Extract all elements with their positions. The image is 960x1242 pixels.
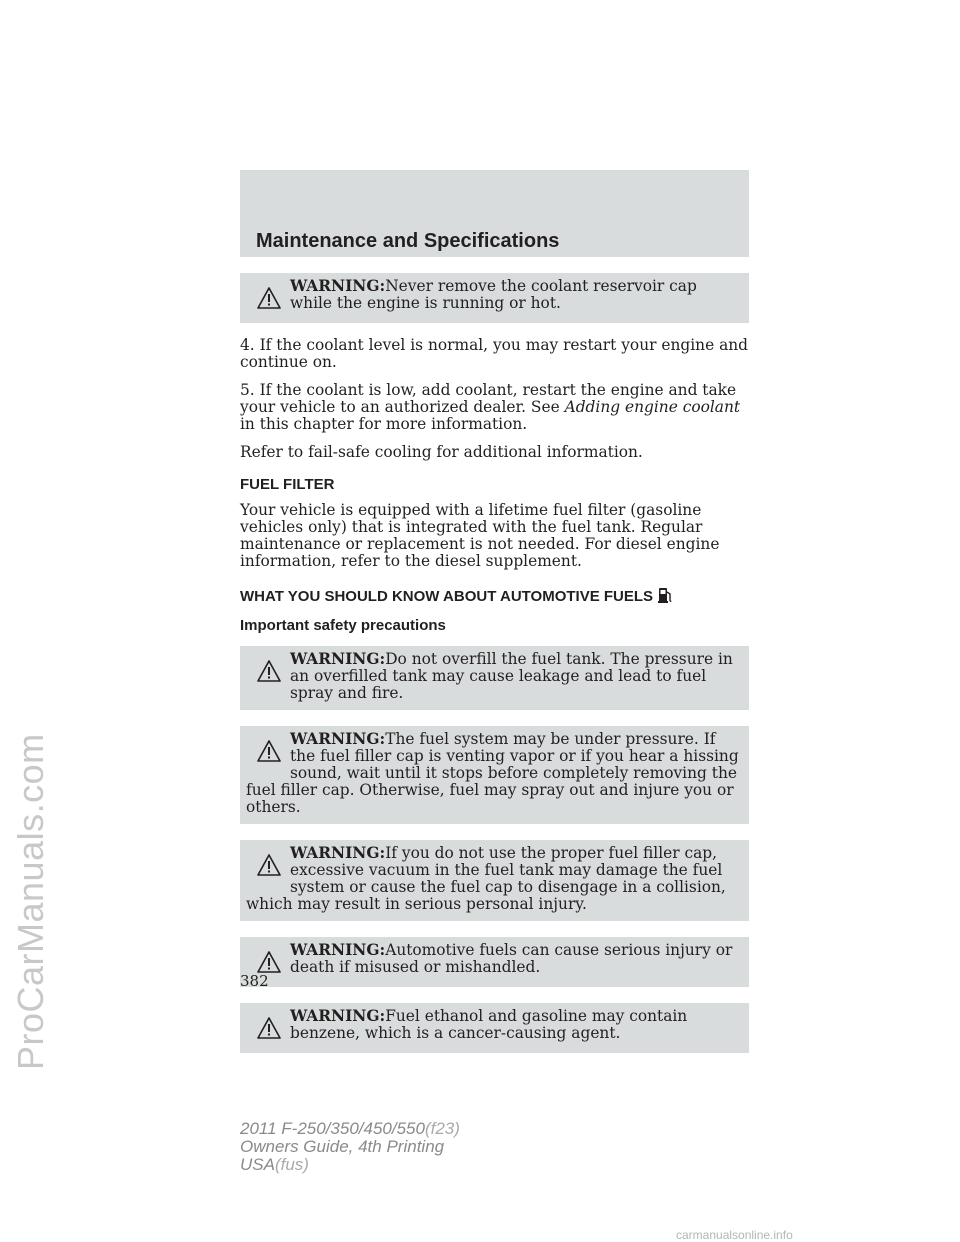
warning-label: WARNING: xyxy=(290,650,386,668)
heading-automotive-fuels xyxy=(240,586,749,608)
warning-text: Never remove the coolant reservoir cap while the engine is running or hot. xyxy=(290,277,697,312)
footer-line xyxy=(240,1156,460,1174)
footer-code: (fus) xyxy=(274,1155,309,1174)
warning-box xyxy=(240,646,749,710)
footer-code: (f23) xyxy=(424,1119,460,1138)
warning-label: WARNING: xyxy=(290,730,386,748)
section-title: Maintenance and Specifications xyxy=(256,230,560,252)
page-content xyxy=(240,273,749,1053)
warning-text: Automotive fuels can cause serious injury or death if misused or mishandled. xyxy=(290,941,733,976)
section-header-band xyxy=(240,170,749,257)
warning-text: If you do not use the proper fuel filler cap, excessive vacuum in the fuel tank may damage the fuel system or cause the fuel cap to disengage in a collision, which may result in serious personal injury. xyxy=(246,844,726,913)
fuel-pump-icon xyxy=(657,586,673,608)
heading-text: WHAT YOU SHOULD KNOW ABOUT AUTOMOTIVE FUELS xyxy=(240,588,654,605)
warning-text: Fuel ethanol and gasoline may contain benzene, which is a cancer-causing agent. xyxy=(290,1007,688,1042)
footer-line: Owners Guide, 4th Printing xyxy=(240,1137,445,1156)
paragraph-coolant-low xyxy=(240,382,749,433)
warning-triangle-icon xyxy=(246,1017,290,1045)
document-footer xyxy=(240,1120,460,1174)
paragraph-coolant-normal: 4. If the coolant level is normal, you may restart your engine and continue on. xyxy=(240,336,749,371)
paragraph-fuel-filter: Your vehicle is equipped with a lifetime fuel filter (gasoline vehicles only) that is integrated with the fuel tank. Regular maintenance or replacement is not needed. For diesel engine information, refer to the diesel supplement. xyxy=(240,501,720,570)
warning-box xyxy=(240,1003,749,1053)
warning-triangle-icon xyxy=(246,854,290,882)
page-number: 382 xyxy=(240,972,269,990)
warning-text: The fuel system may be under pressure. If the fuel filler cap is venting vapor or if you hear a hissing sound, wait until it stops before completely removing the fuel filler cap. Otherwise, fuel may spray out and injure you or others. xyxy=(246,730,739,816)
warning-box xyxy=(240,840,749,921)
warning-box xyxy=(240,273,749,323)
paragraph-refer: Refer to fail-safe cooling for additional information. xyxy=(240,443,643,461)
warning-text: Do not overfill the fuel tank. The pressure in an overfilled tank may cause leakage and lead to fuel spray and fire. xyxy=(290,650,733,702)
cross-reference-link: Adding engine coolant xyxy=(564,398,741,416)
warning-box xyxy=(240,726,749,824)
warning-triangle-icon xyxy=(246,660,290,688)
warning-triangle-icon xyxy=(246,287,290,315)
footer-model: 2011 F-250/350/450/550 xyxy=(240,1119,425,1138)
footer-region: USA xyxy=(240,1155,275,1174)
warning-box xyxy=(240,937,749,987)
warning-triangle-icon xyxy=(246,740,290,768)
paragraph-text: 5. If the coolant is low, add coolant, restart the engine and take your vehicle to an authorized dealer. See xyxy=(240,381,737,416)
warning-label: WARNING: xyxy=(290,844,386,862)
warning-label: WARNING: xyxy=(290,941,386,959)
heading-fuel-filter: FUEL FILTER xyxy=(240,476,335,493)
warning-label: WARNING: xyxy=(290,277,386,295)
warning-label: WARNING: xyxy=(290,1007,386,1025)
paragraph-text: in this chapter for more information. xyxy=(240,415,528,433)
footer-line xyxy=(240,1120,460,1138)
watermark: ProCarManuals.com xyxy=(10,733,51,1070)
subheading-safety-precautions: Important safety precautions xyxy=(240,617,446,634)
site-watermark: carmanualsonline.info xyxy=(676,1228,793,1242)
